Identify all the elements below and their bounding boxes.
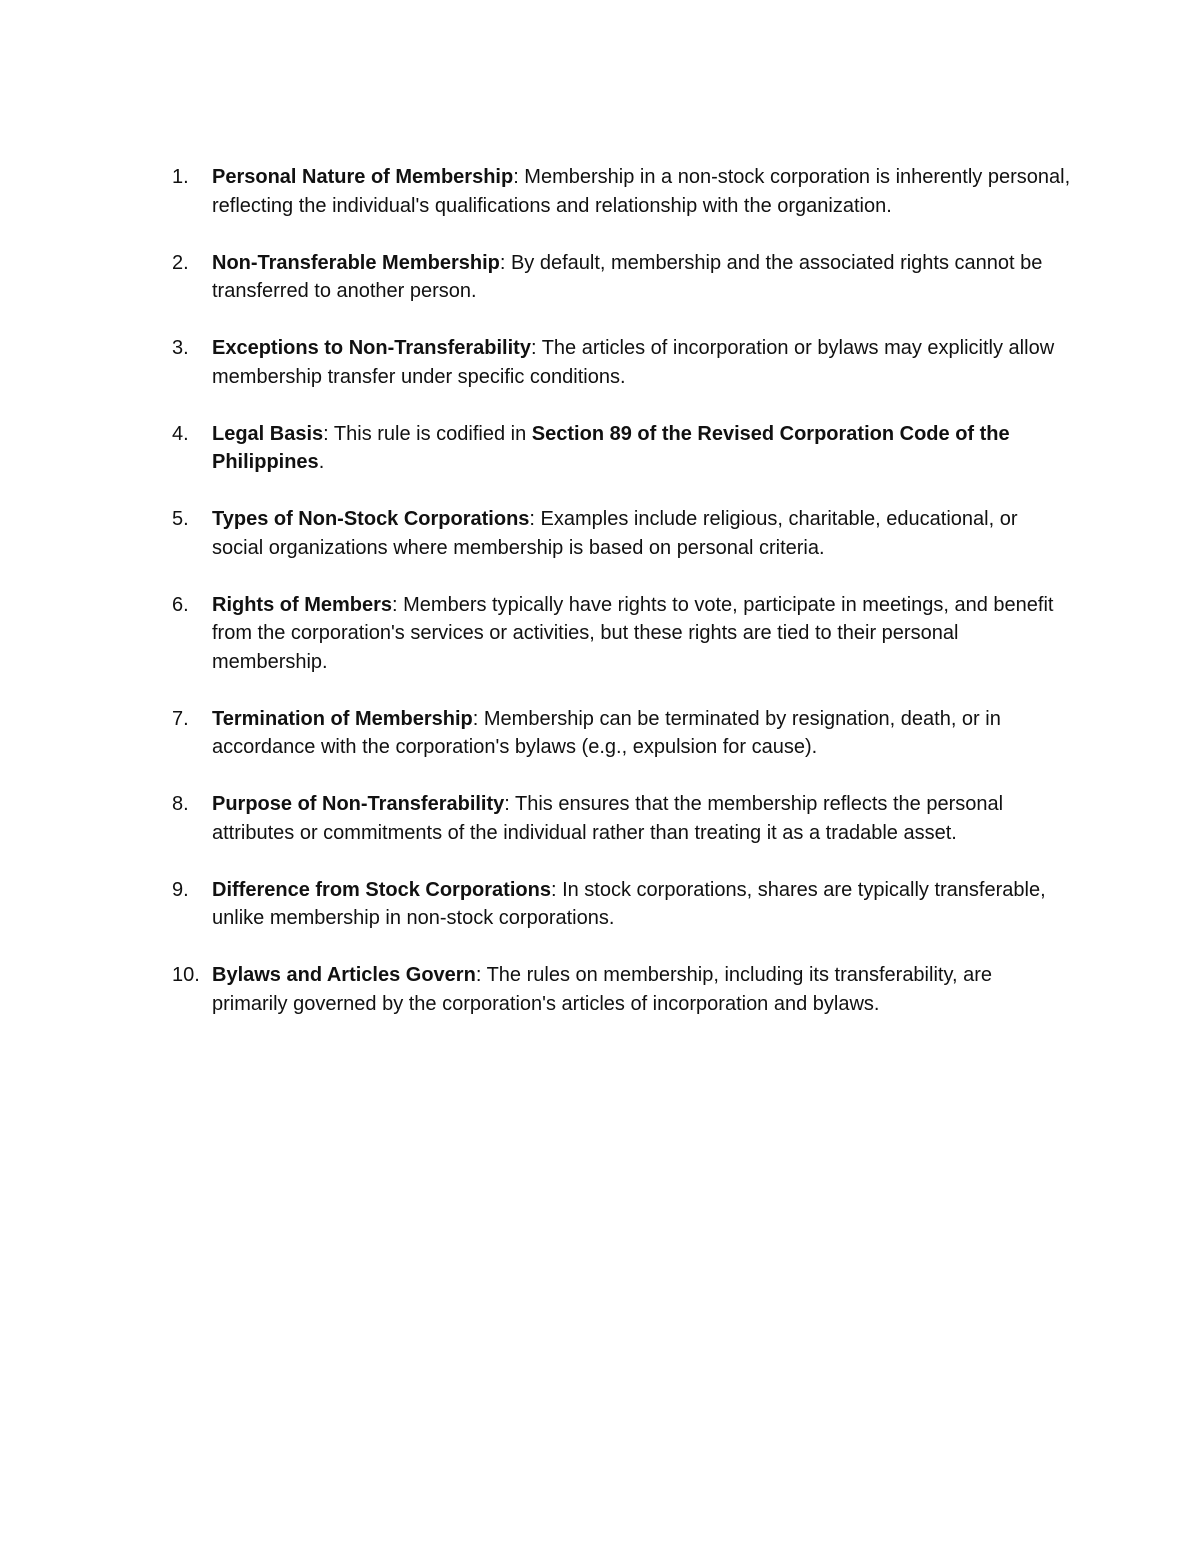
list-number: 5. bbox=[172, 508, 189, 530]
list-item-4 bbox=[172, 420, 1072, 477]
list-item-body bbox=[212, 876, 1072, 933]
list-item-2 bbox=[172, 249, 1072, 306]
list-number: 1. bbox=[172, 166, 189, 188]
list-item-body bbox=[212, 591, 1072, 677]
list-item-1 bbox=[172, 163, 1072, 220]
list-item-body bbox=[212, 790, 1072, 847]
item-title: Non-Transferable Membership bbox=[212, 251, 500, 274]
item-title: Termination of Membership bbox=[212, 707, 473, 730]
item-text: By default, membership and the associated rights cannot be transferred to another person. bbox=[212, 251, 1043, 302]
item-separator: : bbox=[529, 508, 535, 530]
item-separator: : bbox=[530, 337, 537, 359]
item-text: Membership in a non-stock corporation is inherently personal, reflecting the individual's qualifications and relationship with the organization. bbox=[212, 166, 1071, 217]
item-title: Personal Nature of Membership bbox=[212, 166, 514, 188]
list-item-body bbox=[212, 163, 1072, 220]
list-item-body bbox=[212, 420, 1072, 477]
item-title: Legal Basis bbox=[212, 422, 324, 445]
item-text: In stock corporations, shares are typically transferable, unlike membership in non-stock corporations. bbox=[212, 878, 1046, 929]
list-item-6 bbox=[172, 591, 1072, 677]
item-text: Examples include religious, charitable, educational, or social organizations where membership is based on personal criteria. bbox=[212, 508, 1018, 559]
item-after: . bbox=[318, 451, 325, 473]
item-separator: : bbox=[392, 593, 398, 616]
item-separator: : bbox=[472, 707, 479, 730]
item-text: This rule is codified in bbox=[328, 422, 532, 445]
item-title: Difference from Stock Corporations bbox=[212, 878, 551, 901]
list-item-body bbox=[212, 334, 1072, 391]
item-text: The articles of incorporation or bylaws may explicitly allow membership transfer under specific conditions. bbox=[212, 337, 1055, 388]
list-item-10 bbox=[172, 961, 1072, 1018]
item-title: Purpose of Non-Transferability bbox=[212, 793, 505, 815]
list-item-5 bbox=[172, 505, 1072, 562]
list-item-8 bbox=[172, 790, 1072, 847]
list-number: 8. bbox=[172, 793, 189, 815]
list-number: 3. bbox=[172, 337, 189, 359]
item-separator: : bbox=[550, 878, 557, 901]
item-title: Types of Non-Stock Corporations bbox=[212, 508, 530, 530]
item-emphasis: Section 89 of the Revised Corporation Code of the Philippines bbox=[212, 422, 1010, 473]
item-text: Members typically have rights to vote, participate in meetings, and benefit from the corporation's services or activities, but these rights are tied to their personal membership. bbox=[212, 593, 1054, 673]
item-text: This ensures that the membership reflects the personal attributes or commitments of the individual rather than treating it as a tradable asset. bbox=[212, 793, 1004, 844]
list-item-body bbox=[212, 961, 1072, 1018]
item-text: The rules on membership, including its transferability, are primarily governed by the corporation's articles of incorporation and bylaws. bbox=[212, 964, 992, 1015]
item-text: Membership can be terminated by resignation, death, or in accordance with the corporation's bylaws (e.g., expulsion for cause). bbox=[212, 707, 1001, 758]
item-title: Exceptions to Non-Transferability bbox=[212, 337, 531, 359]
item-separator: : bbox=[513, 166, 519, 188]
list-item-body bbox=[212, 705, 1072, 762]
list-number: 2. bbox=[172, 251, 189, 274]
list-number: 10. bbox=[172, 964, 200, 986]
list-item-body bbox=[212, 505, 1072, 562]
item-separator: : bbox=[323, 422, 329, 445]
numbered-list bbox=[172, 163, 1072, 1047]
item-separator: : bbox=[504, 793, 510, 815]
list-item-body bbox=[212, 249, 1072, 306]
item-separator: : bbox=[499, 251, 506, 274]
list-number: 7. bbox=[172, 707, 189, 730]
list-item-9 bbox=[172, 876, 1072, 933]
list-number: 4. bbox=[172, 422, 189, 445]
item-title: Rights of Members bbox=[212, 593, 393, 616]
list-number: 6. bbox=[172, 593, 189, 616]
item-separator: : bbox=[475, 964, 482, 986]
list-number: 9. bbox=[172, 878, 189, 901]
list-item-3 bbox=[172, 334, 1072, 391]
list-item-7 bbox=[172, 705, 1072, 762]
item-title: Bylaws and Articles Govern bbox=[212, 964, 476, 986]
